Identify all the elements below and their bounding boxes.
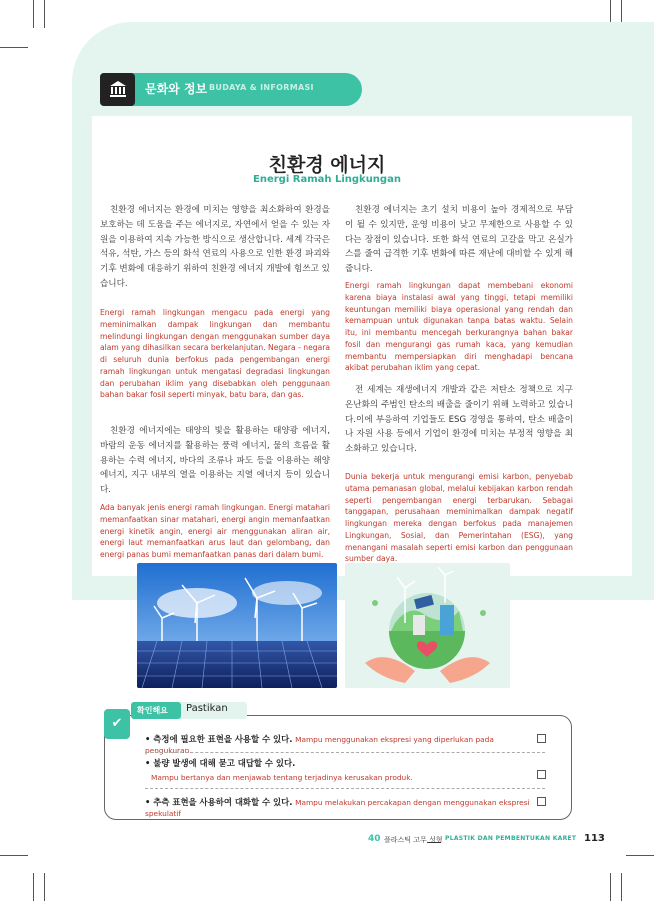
checklist-item: • 불량 발생에 대해 묻고 대답할 수 있다. Mampu bertanya dan menjawab tentang terjadinya kerusakan produk.	[145, 758, 413, 782]
solar-wind-image	[137, 563, 337, 688]
eco-earth-image	[345, 563, 510, 688]
left-para-2-id: Ada banyak jenis energi ramah lingkungan. Energi matahari memanfaatkan sinar matahari, energi angin memanfaatkan energi kinetik angin, energi air menggunakan aliran air, energi laut memanfaatkan arus laut dan gelombang, dan energi panas bumi memanfaatkan panas dari dalam bumi.	[100, 503, 330, 560]
right-para-2-id: Dunia bekerja untuk mengurangi emisi karbon, penyebab utama pemanasan global, melalui kebijakan karbon rendah seperti pengembangan energi terbarukan. Sebagai tanggapan, perusahaan meminimalkan dampak negatif lingkungan mereka dengan berfokus pada manajemen Lingkungan, Sosial, dan Pemerintahan (ESG), yang menangani masalah seperti emisi karbon dan penggunaan sumber daya.	[345, 472, 573, 564]
left-para-1-ko: 친환경 에너지는 환경에 미치는 영향을 최소화하여 환경을 보호하는 데 도움을 주는 에너지로, 자연에서 얻을 수 있는 자원을 이용하여 지속 가능한 방식으로 생산합니다. 세계 각국은 석유, 석탄, 가스 등의 화석 연료의 사용으로 인한 환경 파괴와 기후 변화에 대응하기 위하여 친환경 에너지 개발에 힘쓰고 있습니다.	[100, 205, 330, 289]
divider	[145, 752, 545, 753]
checkbox[interactable]	[537, 770, 546, 779]
crop-mark	[33, 0, 34, 28]
footer-chapter-ko: 플라스틱 고무 성형	[384, 836, 443, 844]
left-para-1-id: Energi ramah lingkungan mengacu pada energi yang meminimalkan dampak lingkungan dan membantu melindungi lingkungan dengan menggunakan sumber daya alam yang dihasilkan secara berkelanjutan. Negara - negara di seluruh dunia berfokus pada pengembangan energi ramah lingkungan untuk mengatasi degradasi lingkungan dan perubahan iklim yang disebabkan oleh penggunaan bahan bakar fosil seperti minyak, batu bara, dan gas.	[100, 308, 330, 400]
article-title: 친환경 에너지	[268, 154, 386, 176]
crop-mark	[33, 873, 34, 901]
divider	[145, 788, 545, 789]
crop-mark	[0, 47, 28, 48]
left-para-2-ko: 친환경 에너지에는 태양의 빛을 활용하는 태양광 에너지, 바람의 운동 에너지를 활용하는 풍력 에너지, 물의 흐름을 활용하는 수력 에너지, 바다의 조류나 파도 등을 이용하는 해양 에너지, 지구 내부의 열을 이용하는 지열 에너지 등이 있습니다.	[100, 426, 330, 496]
footer-chapter-number: 40	[368, 834, 381, 844]
right-para-2-ko: 전 세계는 재생에너지 개발과 같은 저탄소 정책으로 지구 온난화의 주범인 탄소의 배출을 줄이기 위해 노력하고 있습니다.이에 부응하여 기업들도 ESG 경영을 통하여, 탄소 배출이나 자원 사용 등에서 기업이 환경에 미치는 부정적 영향을 최소화하고 있습니다.	[345, 385, 573, 455]
museum-icon	[100, 73, 135, 106]
crop-mark	[626, 855, 654, 856]
crop-mark	[610, 873, 611, 901]
checklist-item: • 추측 표현을 사용하여 대화할 수 있다. Mampu melakukan percakapan dengan menggunakan ekspresi spekulatif	[145, 797, 530, 818]
checkbox[interactable]	[537, 734, 546, 743]
article-subtitle: Energi Ramah Lingkungan	[253, 174, 401, 185]
section-title-ko: 문화와 정보	[145, 82, 208, 96]
crop-mark	[44, 0, 45, 28]
checklist-label-id: Pastikan	[186, 703, 228, 714]
footer-divider	[427, 842, 441, 843]
crop-mark	[621, 873, 622, 901]
right-para-1-id: Energi ramah lingkungan dapat membebani ekonomi karena biaya instalasi awal yang tinggi, tetapi memiliki keuntungan memiliki biaya operasional yang rendah dan kemampuan untuk digunakan tanpa batas waktu. Selain itu, ini membantu mencegah berkurangnya bahan bakar fosil dan mengurangi gas rumah kaca, yang kemudian membantu mempersiapkan diri menghadapi bencana akibat perubahan iklim yang cepat.	[345, 281, 573, 373]
checklist-item: • 측정에 필요한 표현을 사용할 수 있다. Mampu menggunakan ekspresi yang diperlukan pada pengukuran.	[145, 734, 494, 755]
section-title-id: BUDAYA & INFORMASI	[209, 83, 314, 92]
checklist-label-ko: 확인해요	[137, 706, 168, 715]
checkbox[interactable]	[537, 797, 546, 806]
crop-mark	[44, 873, 45, 901]
checklist-icon: ✔	[104, 709, 130, 739]
footer-chapter-id: PLASTIK DAN PEMBENTUKAN KARET	[445, 835, 577, 842]
right-para-1-ko: 친환경 에너지는 초기 설치 비용이 높아 경제적으로 부담이 될 수 있지만, 운영 비용이 낮고 무제한으로 사용할 수 있다는 장점이 있습니다. 또한 화석 연료의 고갈을 막고 온실가스를 줄여 급격한 기후 변화에 따른 재난에 대비할 수 있게 해 줍니다.	[345, 205, 573, 275]
page-number: 113	[584, 833, 605, 844]
crop-mark	[0, 855, 28, 856]
